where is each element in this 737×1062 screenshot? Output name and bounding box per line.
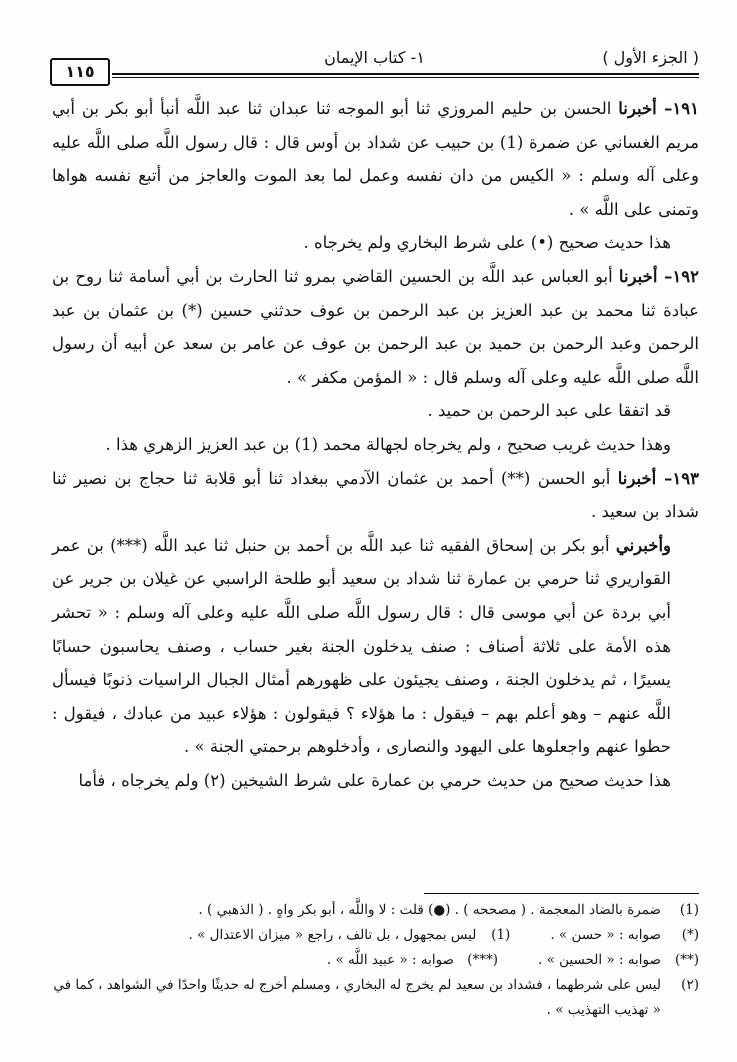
footnote <box>327 948 498 973</box>
hadith-keyword: أخبرنا <box>618 266 658 286</box>
comment-192-b: وهذا حديث غريب صحيح ، ولم يخرجاه لجهالة محمد (1) بن عبد العزيز الزهري هذا . <box>105 434 671 454</box>
footnotes <box>52 898 699 1023</box>
hadith-text: أبو بكر بن إسحاق الفقيه ثنا عبد اللَّه بن أحمد بن حنبل ثنا عبد اللَّه (***) بن عمر القواريري ثنا حرمي بن عمارة ثنا شداد بن سعيد أبو طلحة الراسبي عن غيلان بن جرير عن أبي بردة عن أبي موسى قال : قال رسول اللَّه صلى اللَّه عليه وعلى آله وسلم : « تحشر هذه الأمة على ثلاثة أصناف : صنف يدخلون الجنة بغير حساب ، وصنف يحاسبون حسابًا يسيرًا ، ثم يدخلون الجنة ، وصنف يجيئون على ظهورهم أمثال الجبال الراسيات ذنوبًا فيسأل اللَّه عنهم – وهو أعلم بهم – فيقول : ما هؤلاء ؟ فيقولون : هؤلاء عبيد من عبادك ، فيقول : حطوا عنهم واجعلوها على اليهود والنصارى ، وأدخلوهم برحمتي الجنة » . <box>52 535 671 757</box>
header-rule <box>112 73 699 78</box>
footnote-marker: (**) <box>674 952 699 968</box>
hadith-text: أبو العباس عبد اللَّه بن الحسين القاضي بمرو ثنا الحارث بن أبي أسامة ثنا روح بن عبادة ثنا محمد بن عبد العزيز بن عبد الرحمن بن عوف حدثني حسين (*) بن عثمان بن عبد الرحمن وعبد الرحمن بن حميد بن عبد الرحمن بن عوف عن عامر بن سعد عن أبيه أن رسول اللَّه صلى اللَّه عليه وعلى آله وسلم قال : « المؤمن مكفر » . <box>52 266 699 387</box>
volume-label: ( الجزء الأول ) <box>602 48 699 67</box>
hadith-191 <box>52 92 699 226</box>
footnote-text: ليس بمجهول ، بل تالف ، راجع « ميزان الاعتدال » . <box>188 927 477 943</box>
hadith-number: ١٩١– <box>656 99 700 118</box>
footnote-text: صوابه : « عبيد اللَّه » . <box>326 952 455 968</box>
footnote-marker: (*) <box>681 927 699 943</box>
footnote-marker: (1) <box>679 902 699 918</box>
footnote-text: صوابه : « حسن » . <box>550 927 661 943</box>
hadith-keyword: أخبرنا <box>617 468 657 488</box>
hadith-keyword: أخبرنا <box>618 99 657 118</box>
footnote-divider <box>424 893 699 894</box>
footnote-text: صوابه : « الحسين » . <box>538 952 661 968</box>
footnote <box>52 973 699 1023</box>
hadith-text: أبو الحسن (**) أحمد بن عثمان الآدمي ببغداد ثنا أبو قلابة ثنا حجاج بن نصير ثنا شداد بن سعيد . <box>52 468 699 522</box>
main-text <box>52 92 699 797</box>
footnote <box>550 923 699 948</box>
page-number: ١١٥ <box>50 58 110 86</box>
hadith-193 <box>52 462 699 529</box>
hadith-193-second-chain <box>52 529 699 764</box>
hadith-number: ١٩٢– <box>657 266 699 286</box>
hadith-192 <box>52 260 699 394</box>
page-header <box>50 46 699 86</box>
grading-193: هذا حديث صحيح من حديث حرمي بن عمارة على شرط الشيخين (٢) ولم يخرجاه ، فأما <box>78 770 671 790</box>
hadith-number: ١٩٣– <box>656 468 699 488</box>
footnote-text: ليس على شرطهما ، فشداد بن سعيد لم يخرج له البخاري ، ومسلم أخرج له حديثًا واحدًا في الشواهد ، كما في « تهذيب التهذيب » . <box>53 977 661 1018</box>
footnote-text: ضمرة بالضاد المعجمة . ( مصححه ) . (●) قلت : لا واللَّه ، أبو بكر واهٍ . ( الذهبي ) . <box>198 902 661 918</box>
hadith-text: الحسن بن حليم المروزي ثنا أبو الموجه ثنا عبدان ثنا عبد اللَّه أنبأ أبو بكر بن أبي مريم الغساني عن ضمرة (1) بن حبيب عن شداد بن أوس قال : قال رسول اللَّه صلى اللَّه عليه وعلى آله وسلم : « الكيس من دان نفسه وعمل لما بعد الموت والعاجز من أتبع نفسه هواها وتمنى على اللَّه » . <box>52 99 699 219</box>
comment-192-a: قد اتفقا على عبد الرحمن بن حميد . <box>427 401 671 421</box>
footnote <box>538 948 699 973</box>
footnote-row <box>52 923 699 948</box>
footnote <box>189 923 511 948</box>
footnote-marker: (***) <box>467 952 499 968</box>
footnote-marker: (٢) <box>681 977 699 993</box>
hadith-keyword: وأخبرني <box>615 535 671 555</box>
footnote-row <box>52 948 699 973</box>
chapter-title: ١- كتاب الإيمان <box>324 48 425 67</box>
footnote-marker: (1) <box>491 927 511 943</box>
grading-191: هذا حديث صحيح (•) على شرط البخاري ولم يخرجاه . <box>303 233 671 253</box>
footnote <box>52 898 699 923</box>
